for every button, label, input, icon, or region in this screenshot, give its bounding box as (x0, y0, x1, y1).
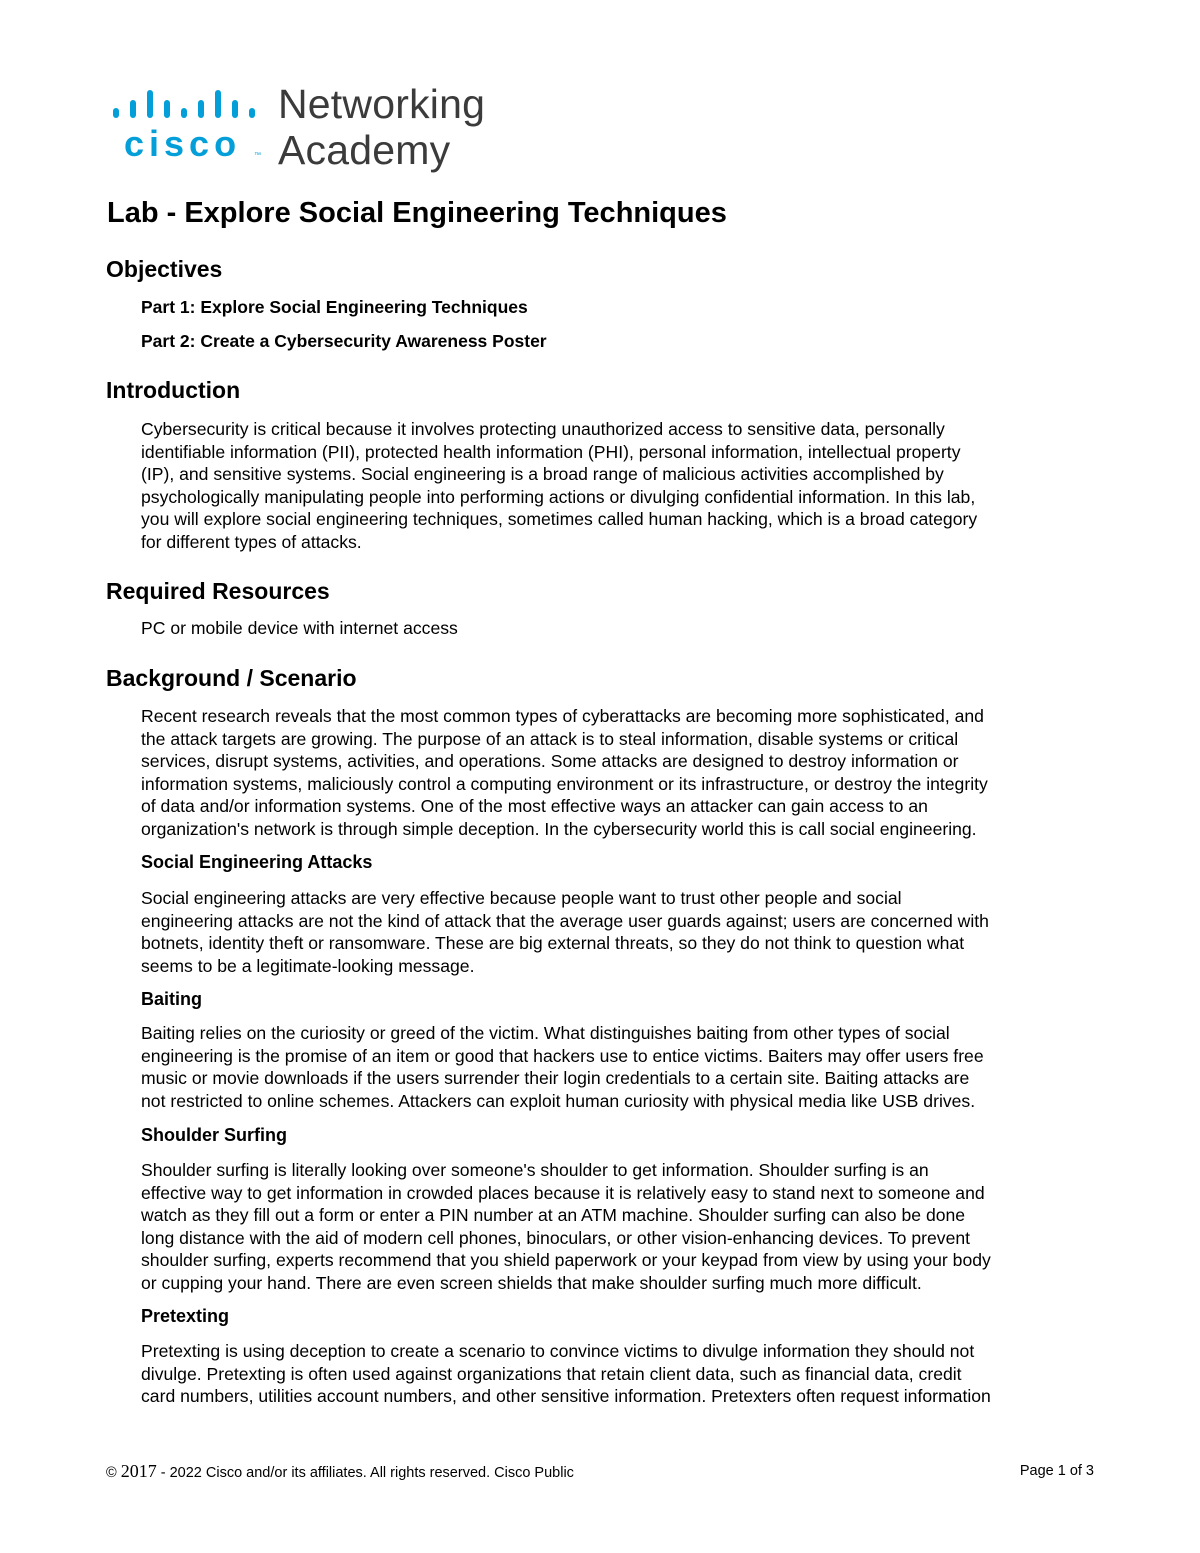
social-engineering-attacks-paragraph: Social engineering attacks are very effective because people want to trust other people and social engineering attacks are not the kind of attack that the average user guards against; users are concerned with botnets, identity theft or ransomware. These are big external threats, so they do not think to question what seems to be a legitimate-looking message. (141, 888, 989, 976)
trademark-symbol: ™ (254, 152, 261, 159)
cisco-wordmark: cisco (124, 123, 242, 164)
required-resources-text: PC or mobile device with internet access (141, 618, 458, 638)
copyright-notice: © 2017 - 2022 Cisco and/or its affiliates. All rights reserved. Cisco Public (106, 1461, 574, 1481)
logo-academy: Academy (278, 127, 451, 173)
cisco-networking-academy-logo (110, 80, 500, 175)
objective-item: Part 2: Create a Cybersecurity Awareness Poster (141, 331, 547, 351)
required-resources-heading: Required Resources (106, 578, 330, 604)
introduction-paragraph: Cybersecurity is critical because it involves protecting unauthorized access to sensitive data, personally identifiable information (PII), protected health information (PHI), personal information, intellectual property (IP), and sensitive systems. Social engineering is a broad range of malicious activities accomplished by psychologically manipulating people into performing actions or divulging confidential information. In this lab, you will explore social engineering techniques, sometimes called human hacking, which is a broad category for different types of attacks. (141, 419, 978, 552)
page-number: Page 1 of 3 (1019, 1463, 1094, 1479)
introduction-heading: Introduction (106, 377, 241, 403)
cisco-bars-icon (113, 86, 263, 118)
objective-item: Part 1: Explore Social Engineering Techniques (141, 297, 528, 317)
baiting-paragraph: Baiting relies on the curiosity or greed of the victim. What distinguishes baiting from other types of social engineering is the promise of an item or good that hackers use to entice victims. Baiters may offer users free music or movie downloads if the users surrender their login credentials to a certain site. Baiting attacks are not restricted to online schemes. Attackers can exploit human curiosity with physical media like USB drives. (141, 1023, 984, 1111)
pretexting-heading: Pretexting (141, 1306, 230, 1326)
shoulder-surfing-heading: Shoulder Surfing (141, 1125, 287, 1145)
objectives-heading: Objectives (106, 256, 223, 282)
social-engineering-attacks-heading: Social Engineering Attacks (141, 852, 373, 872)
document-title: Lab - Explore Social Engineering Techniques (107, 197, 727, 229)
baiting-heading: Baiting (141, 989, 202, 1009)
shoulder-surfing-paragraph: Shoulder surfing is literally looking over someone's shoulder to get information. Shoulder surfing is an effective way to get information in crowded places because it is relatively easy to stand next to someone and watch as they fill out a form or enter a PIN number at an ATM machine. Shoulder surfing can also be done long distance with the aid of modern cell phones, binoculars, or other vision-enhancing devices. To prevent shoulder surfing, experts recommend that you shield paperwork or your keypad from view by using your body or cupping your hand. There are even screen shields that make shoulder surfing much more difficult. (141, 1160, 991, 1293)
pretexting-paragraph: Pretexting is using deception to create a scenario to convince victims to divulge information they should not divulge. Pretexting is often used against organizations that retain client data, such as financial data, credit card numbers, utilities account numbers, and other sensitive information. Pretexters often request information (141, 1341, 991, 1407)
logo-networking: Networking (278, 81, 486, 127)
background-paragraph: Recent research reveals that the most common types of cyberattacks are becoming more sophisticated, and the attack targets are growing. The purpose of an attack is to steal information, disable systems or critical services, disrupt systems, activities, and operations. Some attacks are designed to destroy information or information systems, maliciously control a computing environment or its infrastructure, or destroy the integrity of data and/or information systems. One of the most effective ways an attacker can gain access to an organization's network is through simple deception. In the cybersecurity world this is call social engineering. (141, 706, 988, 839)
background-heading: Background / Scenario (106, 665, 357, 691)
